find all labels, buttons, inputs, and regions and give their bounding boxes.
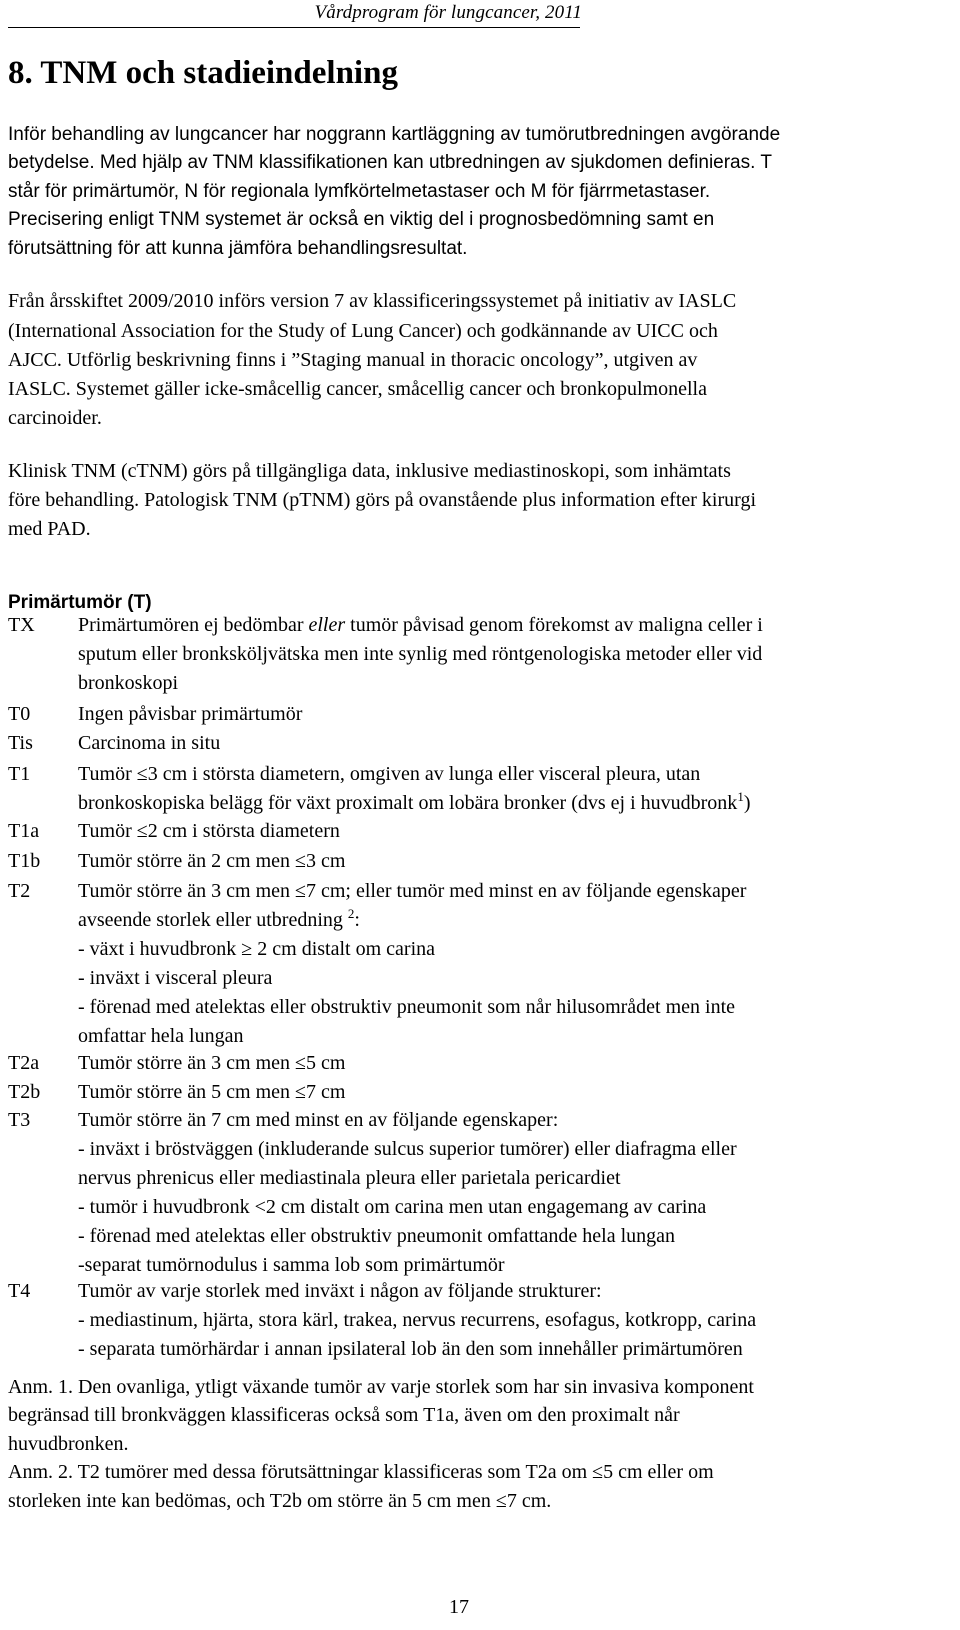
- t-code: T1: [8, 763, 31, 785]
- t-line: nervus phrenicus eller mediastinala pleura eller parietala pericardiet: [78, 1167, 621, 1189]
- t-code: T1a: [8, 820, 40, 842]
- note-line: Anm. 1. Den ovanliga, ytligt växande tumör av varje storlek som har sin invasiva komponent: [8, 1376, 754, 1398]
- emphasis-text: eller: [308, 614, 346, 636]
- t-description: [78, 729, 220, 758]
- t-line: Tumör större än 3 cm men ≤5 cm: [78, 1052, 346, 1074]
- intro-line: står för primärtumör, N för regionala lymfkörtelmetastaser och M för fjärrmetastaser.: [8, 181, 711, 202]
- intro-line: betydelse. Med hjälp av TNM klassifikationen kan utbredningen av sjukdomen definieras. T: [8, 152, 772, 173]
- t-code: T2a: [8, 1052, 40, 1074]
- t-line: omfattar hela lungan: [78, 1025, 244, 1047]
- t-line: - växt i huvudbronk ≥ 2 cm distalt om carina: [78, 938, 436, 960]
- t-description: [78, 760, 750, 818]
- page-number: 17: [449, 1596, 469, 1618]
- t-line: Tumör större än 5 cm men ≤7 cm: [78, 1081, 346, 1103]
- intro-line: Precisering enligt TNM systemet är också en viktig del i prognosbedömning samt en: [8, 209, 715, 230]
- t-line: - förenad med atelektas eller obstruktiv pneumonit som når hilusområdet men inte: [78, 996, 736, 1018]
- t-description: [78, 1049, 345, 1078]
- paragraph-line: Från årsskiftet 2009/2010 införs version 7 av klassificeringssystemet på initiativ av IASLC: [8, 290, 737, 312]
- t-line: - tumör i huvudbronk <2 cm distalt om carina men utan engagemang av carina: [78, 1196, 707, 1218]
- t-description: [78, 1106, 737, 1280]
- note-line: huvudbronken.: [8, 1433, 129, 1455]
- intro-line: Inför behandling av lungcancer har noggrann kartläggning av tumörutbredningen avgörande: [8, 124, 781, 145]
- t-description: [78, 847, 345, 876]
- t-line: sputum eller bronksköljvätska men inte synlig med röntgenologiska metoder eller vid: [78, 643, 763, 665]
- t-line: -separat tumörnodulus i samma lob som primärtumör: [78, 1254, 505, 1276]
- chapter-title: 8. TNM och stadieindelning: [8, 55, 398, 91]
- t-code: T2b: [8, 1081, 41, 1103]
- paragraph-line: IASLC. Systemet gäller icke-småcellig cancer, småcellig cancer och bronkopulmonella: [8, 378, 707, 400]
- t-description: [78, 1078, 345, 1107]
- t-line: Tumör ≤2 cm i största diametern: [78, 820, 340, 842]
- t-line: - inväxt i visceral pleura: [78, 967, 273, 989]
- paragraph-line: före behandling. Patologisk TNM (pTNM) görs på ovanstående plus information efter kirurgi: [8, 489, 756, 511]
- t-line: - förenad med atelektas eller obstruktiv pneumonit omfattande hela lungan: [78, 1225, 676, 1247]
- t-text: Primärtumören ej bedömbar: [78, 614, 309, 636]
- t-line: Carcinoma in situ: [78, 732, 221, 754]
- running-header: Vårdprogram för lungcancer, 2011: [314, 2, 582, 23]
- t-line: [78, 906, 746, 935]
- t-text: ): [743, 792, 751, 814]
- paragraph-line: AJCC. Utförlig beskrivning finns i ”Staging manual in thoracic oncology”, utgiven av: [8, 349, 698, 371]
- t-line: - separata tumörhärdar i annan ipsilateral lob än den som innehåller primärtumören: [78, 1338, 743, 1360]
- t-line: [78, 611, 763, 640]
- t-line: - mediastinum, hjärta, stora kärl, trakea, nervus recurrens, esofagus, kotkropp, carina: [78, 1309, 757, 1331]
- t-code: Tis: [8, 732, 33, 754]
- note-line: begränsad till bronkväggen klassificeras också som T1a, även om den proximalt når: [8, 1404, 680, 1426]
- intro-line: förutsättning för att kunna jämföra behandlingsresultat.: [8, 238, 468, 259]
- t-code: T1b: [8, 850, 41, 872]
- t-code: T2: [8, 880, 31, 902]
- t-description: [78, 1277, 756, 1364]
- t-description: [78, 817, 340, 846]
- header-rule: [8, 27, 580, 28]
- t-line: - inväxt i bröstväggen (inkluderande sulcus superior tumörer) eller diafragma eller: [78, 1138, 737, 1160]
- t-code: TX: [8, 614, 35, 636]
- primary-tumor-heading: Primärtumör (T): [8, 592, 152, 613]
- t-line: Tumör större än 3 cm men ≤7 cm; eller tumör med minst en av följande egenskaper: [78, 880, 747, 902]
- t-description: [78, 877, 746, 1051]
- paragraph-line: (International Association for the Study of Lung Cancer) och godkännande av UICC och: [8, 320, 718, 342]
- t-text: avseende storlek eller utbredning: [78, 909, 348, 931]
- t-line: Ingen påvisbar primärtumör: [78, 703, 303, 725]
- t-line: bronkoskopi: [78, 672, 178, 694]
- paragraph-line: Klinisk TNM (cTNM) görs på tillgängliga data, inklusive mediastinoskopi, som inhämtats: [8, 460, 731, 482]
- t-description: [78, 700, 302, 729]
- t-code: T3: [8, 1109, 31, 1131]
- t-code: T4: [8, 1280, 31, 1302]
- footnote-ref: 1: [737, 789, 744, 804]
- note-line: storleken inte kan bedömas, och T2b om större än 5 cm men ≤7 cm.: [8, 1490, 552, 1512]
- t-line: Tumör ≤3 cm i största diametern, omgiven av lunga eller visceral pleura, utan: [78, 763, 701, 785]
- t-text: bronkoskopiska belägg för växt proximalt om lobära bronker (dvs ej i huvudbronk: [78, 792, 738, 814]
- note-line: Anm. 2. T2 tumörer med dessa förutsättningar klassificeras som T2a om ≤5 cm eller om: [8, 1461, 714, 1483]
- t-text: :: [354, 909, 360, 931]
- t-line: Tumör större än 7 cm med minst en av följande egenskaper:: [78, 1109, 559, 1131]
- t-line: [78, 789, 750, 818]
- t-line: Tumör av varje storlek med inväxt i någon av följande strukturer:: [78, 1280, 602, 1302]
- t-description: [78, 611, 763, 698]
- paragraph-line: carcinoider.: [8, 407, 102, 429]
- paragraph-line: med PAD.: [8, 518, 91, 540]
- t-text: tumör påvisad genom förekomst av maligna celler i: [345, 614, 763, 636]
- t-line: Tumör större än 2 cm men ≤3 cm: [78, 850, 346, 872]
- t-code: T0: [8, 703, 31, 725]
- footnote-ref: 2: [347, 906, 355, 921]
